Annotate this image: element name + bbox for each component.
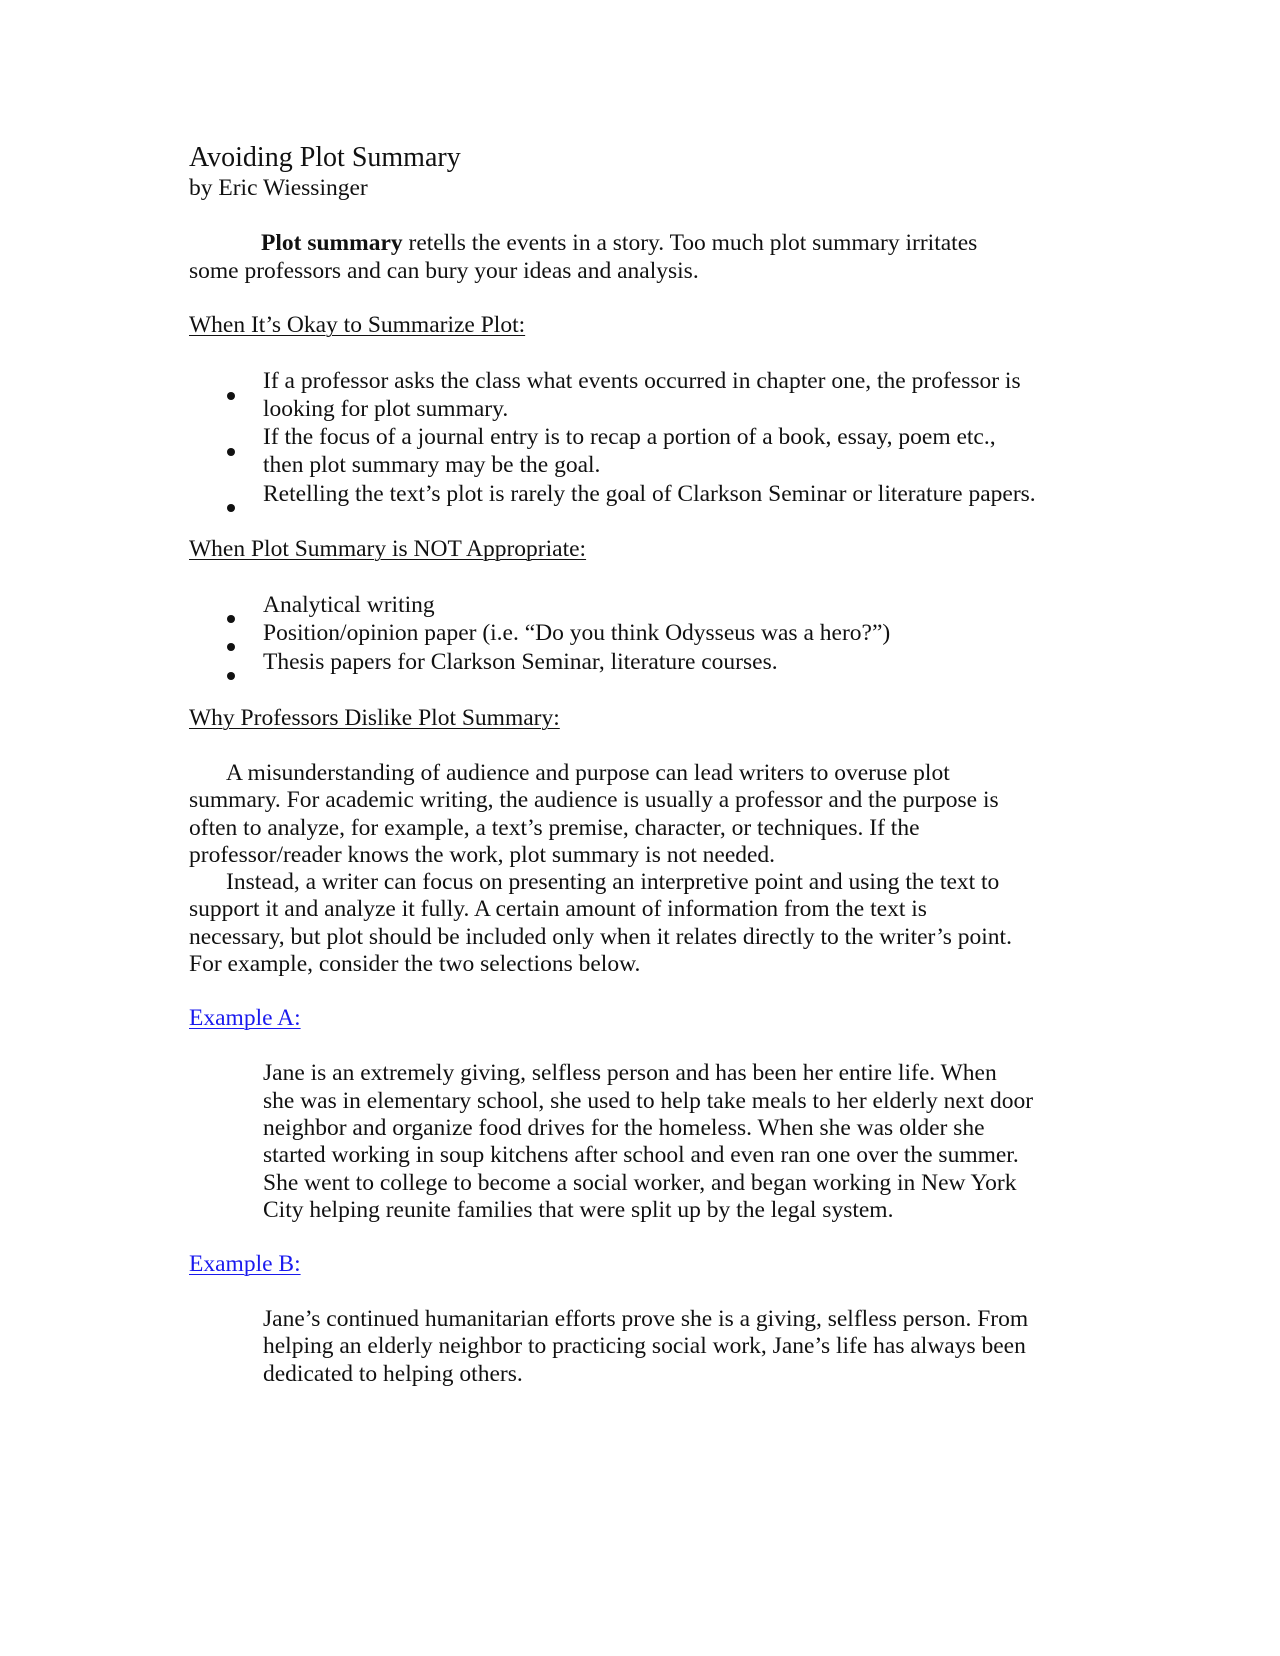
example-a-link[interactable]: Example A: — [189, 1005, 301, 1031]
why-para2-line-2: support it and analyze it fully. A certain amount of information from the text is — [189, 896, 927, 922]
not-bullet-2: Position/opinion paper (i.e. “Do you think Odysseus was a hero?”) — [263, 620, 891, 646]
example-b-line-2: helping an elderly neighbor to practicing social work, Jane’s life has always been — [263, 1333, 1026, 1359]
document-title: Avoiding Plot Summary — [189, 142, 461, 173]
why-para1-line-1: A misunderstanding of audience and purpose can lead writers to overuse plot — [226, 760, 950, 786]
intro-line-2: some professors and can bury your ideas and analysis. — [189, 258, 699, 284]
not-bullet-1: Analytical writing — [263, 592, 435, 618]
example-a-line-1: Jane is an extremely giving, selfless person and has been her entire life. When — [263, 1060, 997, 1086]
bullet-icon — [227, 504, 237, 514]
bullet-icon — [227, 643, 237, 653]
example-a-line-5: She went to college to become a social worker, and began working in New York — [263, 1170, 1017, 1196]
okay-bullet-1-line-1: If a professor asks the class what events occurred in chapter one, the professor is — [263, 368, 1021, 394]
author-byline: by Eric Wiessinger — [189, 175, 368, 201]
why-para1-line-2: summary. For academic writing, the audience is usually a professor and the purpose is — [189, 787, 999, 813]
okay-bullet-2-line-2: then plot summary may be the goal. — [263, 452, 601, 478]
why-para1-line-4: professor/reader knows the work, plot summary is not needed. — [189, 842, 776, 868]
example-a-line-6: City helping reunite families that were split up by the legal system. — [263, 1197, 894, 1223]
example-a-line-4: started working in soup kitchens after school and even ran one over the summer. — [263, 1142, 1019, 1168]
okay-bullet-1-line-2: looking for plot summary. — [263, 396, 509, 422]
okay-bullet-3: Retelling the text’s plot is rarely the goal of Clarkson Seminar or literature papers. — [263, 481, 1036, 507]
section-heading-not-appropriate: When Plot Summary is NOT Appropriate: — [189, 536, 587, 562]
example-b-link[interactable]: Example B: — [189, 1251, 301, 1277]
bullet-icon — [227, 615, 237, 625]
example-a-line-2: she was in elementary school, she used to help take meals to her elderly next door — [263, 1088, 1034, 1114]
intro-bold-term: Plot summary — [261, 230, 403, 256]
why-para2-line-4: For example, consider the two selections below. — [189, 951, 641, 977]
section-heading-okay: When It’s Okay to Summarize Plot: — [189, 312, 526, 338]
why-para2-line-3: necessary, but plot should be included only when it relates directly to the writer’s point. — [189, 924, 1012, 950]
example-b-line-3: dedicated to helping others. — [263, 1361, 523, 1387]
why-para1-line-3: often to analyze, for example, a text’s premise, character, or techniques. If the — [189, 815, 920, 841]
bullet-icon — [227, 392, 237, 402]
intro-line-1 — [261, 229, 977, 258]
why-para2-line-1: Instead, a writer can focus on presenting an interpretive point and using the text to — [226, 869, 1000, 895]
okay-bullet-2-line-1: If the focus of a journal entry is to recap a portion of a book, essay, poem etc., — [263, 424, 996, 450]
example-a-line-3: neighbor and organize food drives for the homeless. When she was older she — [263, 1115, 985, 1141]
section-heading-why: Why Professors Dislike Plot Summary: — [189, 705, 560, 731]
not-bullet-3: Thesis papers for Clarkson Seminar, literature courses. — [263, 649, 778, 675]
bullet-icon — [227, 448, 237, 458]
example-b-line-1: Jane’s continued humanitarian efforts prove she is a giving, selfless person. From — [263, 1306, 1029, 1332]
intro-line-1-text: retells the events in a story. Too much plot summary irritates — [402, 230, 978, 256]
bullet-icon — [227, 672, 237, 682]
